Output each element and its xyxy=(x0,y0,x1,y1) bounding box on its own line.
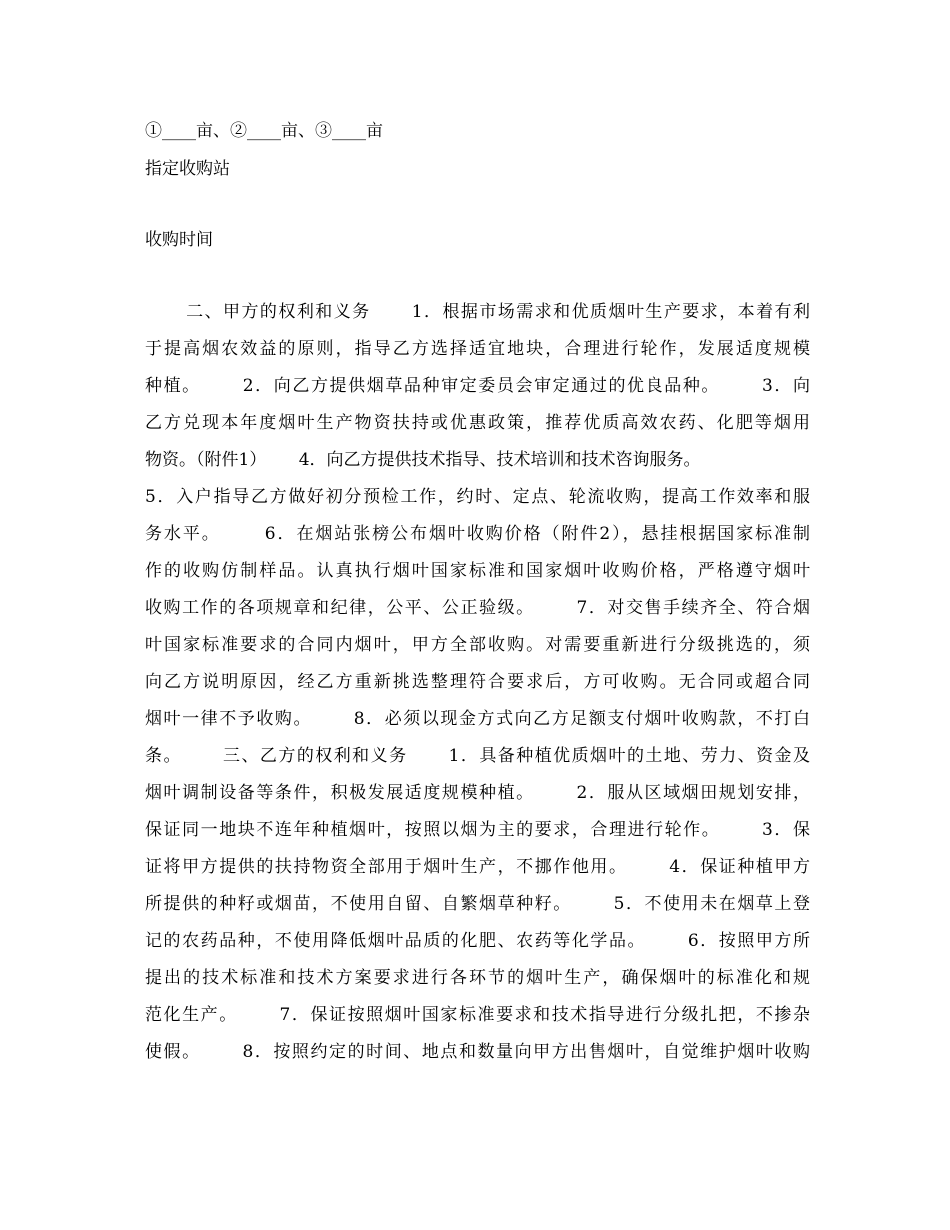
paragraph-line: 作的收购仿制样品。认真执行烟叶国家标准和国家烟叶收购价格，严格遵守烟叶 xyxy=(145,561,810,581)
paragraph-line: 于提高烟农效益的原则，指导乙方选择适宜地块，合理进行轮作，发展适度规模 xyxy=(145,339,810,359)
paragraph-line: 种植。 2．向乙方提供烟草品种审定委员会审定通过的优良品种。 3．向 xyxy=(145,376,810,396)
paragraph-line: 乙方兑现本年度烟叶生产物资扶持或优惠政策，推荐优质高效农药、化肥等烟用 xyxy=(145,413,810,433)
paragraph-line: 记的农药品种，不使用降低烟叶品质的化肥、农药等化学品。 6．按照甲方所 xyxy=(145,931,810,951)
paragraph-line: 烟叶调制设备等条件，积极发展适度规模种植。 2．服从区域烟田规划安排， xyxy=(145,783,810,803)
paragraph-line: 二、甲方的权利和义务 1．根据市场需求和优质烟叶生产要求，本着有利 xyxy=(145,302,810,322)
paragraph-line: 保证同一地块不连年种植烟叶，按照以烟为主的要求，合理进行轮作。 3．保 xyxy=(145,820,810,840)
designated-station-label: 指定收购站 xyxy=(145,159,230,179)
paragraph-line: 5．入户指导乙方做好初分预检工作，约时、定点、轮流收购，提高工作效率和服 xyxy=(145,487,810,507)
paragraph-line: 条。 三、乙方的权利和义务 1．具备种植优质烟叶的土地、劳力、资金及 xyxy=(145,746,810,766)
paragraph-line: 提出的技术标准和技术方案要求进行各环节的烟叶生产，确保烟叶的标准化和规 xyxy=(145,968,810,988)
paragraph-line: 收购工作的各项规章和纪律，公平、公正验级。 7．对交售手续齐全、符合烟 xyxy=(145,598,810,618)
paragraph-line: 使假。 8．按照约定的时间、地点和数量向甲方出售烟叶，自觉维护烟叶收购 xyxy=(145,1042,810,1062)
paragraph-line: 向乙方说明原因，经乙方重新挑选整理符合要求后，方可收购。无合同或超合同 xyxy=(145,672,810,692)
paragraph-line: 务水平。 6．在烟站张榜公布烟叶收购价格（附件2），悬挂根据国家标准制 xyxy=(145,524,810,544)
paragraph-line: 物资。（附件1） 4．向乙方提供技术指导、技术培训和技术咨询服务。 xyxy=(145,450,701,470)
paragraph-line: 范化生产。 7．保证按照烟叶国家标准要求和技术指导进行分级扎把，不掺杂 xyxy=(145,1005,810,1025)
purchase-time-label: 收购时间 xyxy=(145,230,213,250)
paragraph-line: 所提供的种籽或烟苗，不使用自留、自繁烟草种籽。 5．不使用未在烟草上登 xyxy=(145,894,810,914)
paragraph-line: 烟叶一律不予收购。 8．必须以现金方式向乙方足额支付烟叶收购款，不打白 xyxy=(145,709,810,729)
acreage-line: ①____亩、②____亩、③____亩 xyxy=(145,121,383,141)
paragraph-line: 证将甲方提供的扶持物资全部用于烟叶生产，不挪作他用。 4．保证种植甲方 xyxy=(145,857,810,877)
paragraph-line: 叶国家标准要求的合同内烟叶，甲方全部收购。对需要重新进行分级挑选的，须 xyxy=(145,635,810,655)
